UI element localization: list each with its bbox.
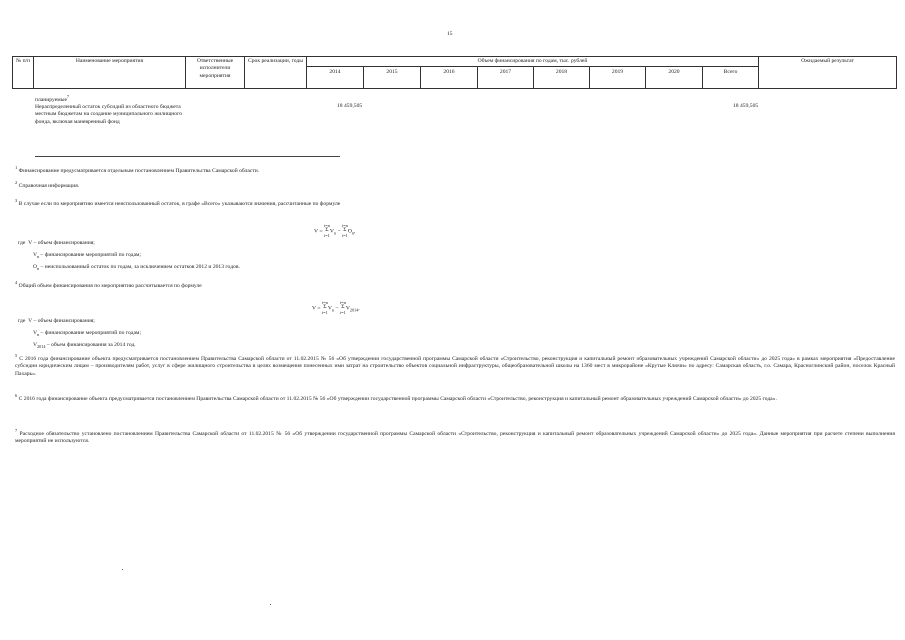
footnote-3: $^3$ В случае если по мероприятию имеется неиспользованный остаток, в графе «Всего» указываются значения, рассчитанные по формуле — [15, 198, 341, 207]
footnote-4: $^4$ Общий объем финансирования по мероприятию рассчитывается по формуле — [15, 280, 202, 289]
footnote-3-where-1: где V – объем финансирования; — [18, 240, 95, 246]
footnote-6: $^6$ С 2016 года финансирование объекта предусматривается постановлением Правительства Самарской области от 11.02.2015 № 56 «Об утверждении государственной программы Самарской области «Строительство, реконструкция и капитальный ремонт образовательных учреждений Самарской области» до 2025 года». — [15, 393, 777, 402]
footnote-4-where-2: $V_n$ – финансирование мероприятий по годам; — [33, 330, 142, 338]
scan-speck — [270, 604, 271, 605]
footnote-2: $^2$ Справочная информация. — [15, 180, 80, 189]
footnote-7: $^7$ Расходное обязательство установлено постановлением Правительства Самарской области от 11.02.2015 № 56 «Об утверждении государственной программы Самарской области «Строительство, реконструкция и капитальный ремонт образовательных учреждений Самарской области» до 2025 года». Данные мероприятия при расчете степени выполнения мероприятий не используются. — [15, 428, 896, 445]
row-name: Нераспределенный остаток субсидий из областного бюджета местным бюджетам на создание муниципального жилищного фонда, включая маневренный фонд — [35, 104, 183, 125]
col-result-header: Ожидаемый результат — [759, 57, 897, 89]
funding-table-header — [12, 56, 897, 89]
year-2019: 2019 — [590, 67, 646, 89]
page-number: 15 — [447, 31, 453, 37]
year-2017: 2017 — [478, 67, 534, 89]
formula-1: V = i=n Σ i=1 $V_n$ − i=n Σ i=1 $O_n$, — [314, 223, 356, 238]
footnote-3-where-2: $V_n$ – финансирование мероприятий по годам; — [33, 252, 142, 260]
col-term-header: Срок реализации, годы — [245, 57, 307, 89]
year-2018: 2018 — [534, 67, 590, 89]
row-value-2014: 18 459,505 — [337, 103, 363, 109]
footnote-3-where-3: $O_n$ – неиспользованный остаток по годам, за исключением остатков 2012 и 2013 годов. — [33, 264, 240, 272]
col-responsible-header: Ответственные исполнители мероприятия — [186, 57, 245, 89]
footnote-5: $^5$ С 2016 года финансирование объекта предусматривается постановлением Правительства Самарской области от 11.02.2015 № 56 «Об утверждении государственной программы Самарской области «Строительство, реконструкция и капитальный ремонт образовательных учреждений Самарской области» до 2025 года» в рамках мероприятия «Предоставление субсидии юридическим лицам – производителям работ, услуг в сфере жилищного строительства в целях возмещения понесенных ими затрат на строительство объектов социальной инфраструктуры, общеобразовательной школы на 1360 мест в микрорайоне «Крутые Ключи» по адресу: Самарская область, г.о. Самара, Красноглинский район, поселок Красный Пахарь». — [15, 353, 895, 377]
year-total: Всего — [703, 67, 759, 89]
col-number-header: № п/п — [13, 57, 34, 89]
row-value-total: 18 459,505 — [733, 103, 759, 109]
year-2020: 2020 — [646, 67, 703, 89]
row-planned-label: планируемые$^7$ — [35, 94, 70, 103]
footnote-1: $^1$ Финансирование предусматривается отдельным постановлением Правительства Самарской области. — [15, 165, 260, 174]
footnote-4-where-1: где V – объем финансирования; — [18, 318, 95, 324]
scan-speck — [122, 569, 123, 570]
year-2014: 2014 — [307, 67, 364, 89]
year-2016: 2016 — [421, 67, 478, 89]
year-2015: 2015 — [364, 67, 421, 89]
formula-2: V = i=n Σ i=1 $V_n$ − i=n Σ i=1 $V_{2014}$, — [312, 300, 360, 315]
footnote-4-where-3: $V_{2014}$ – объем финансирования за 2014 год. — [33, 342, 136, 350]
table-row — [35, 94, 185, 126]
col-name-header: Наименование мероприятия — [34, 57, 186, 89]
footnote-divider — [35, 156, 340, 157]
col-funding-header: Объем финансирования по годам, тыс. рублей — [307, 57, 759, 67]
